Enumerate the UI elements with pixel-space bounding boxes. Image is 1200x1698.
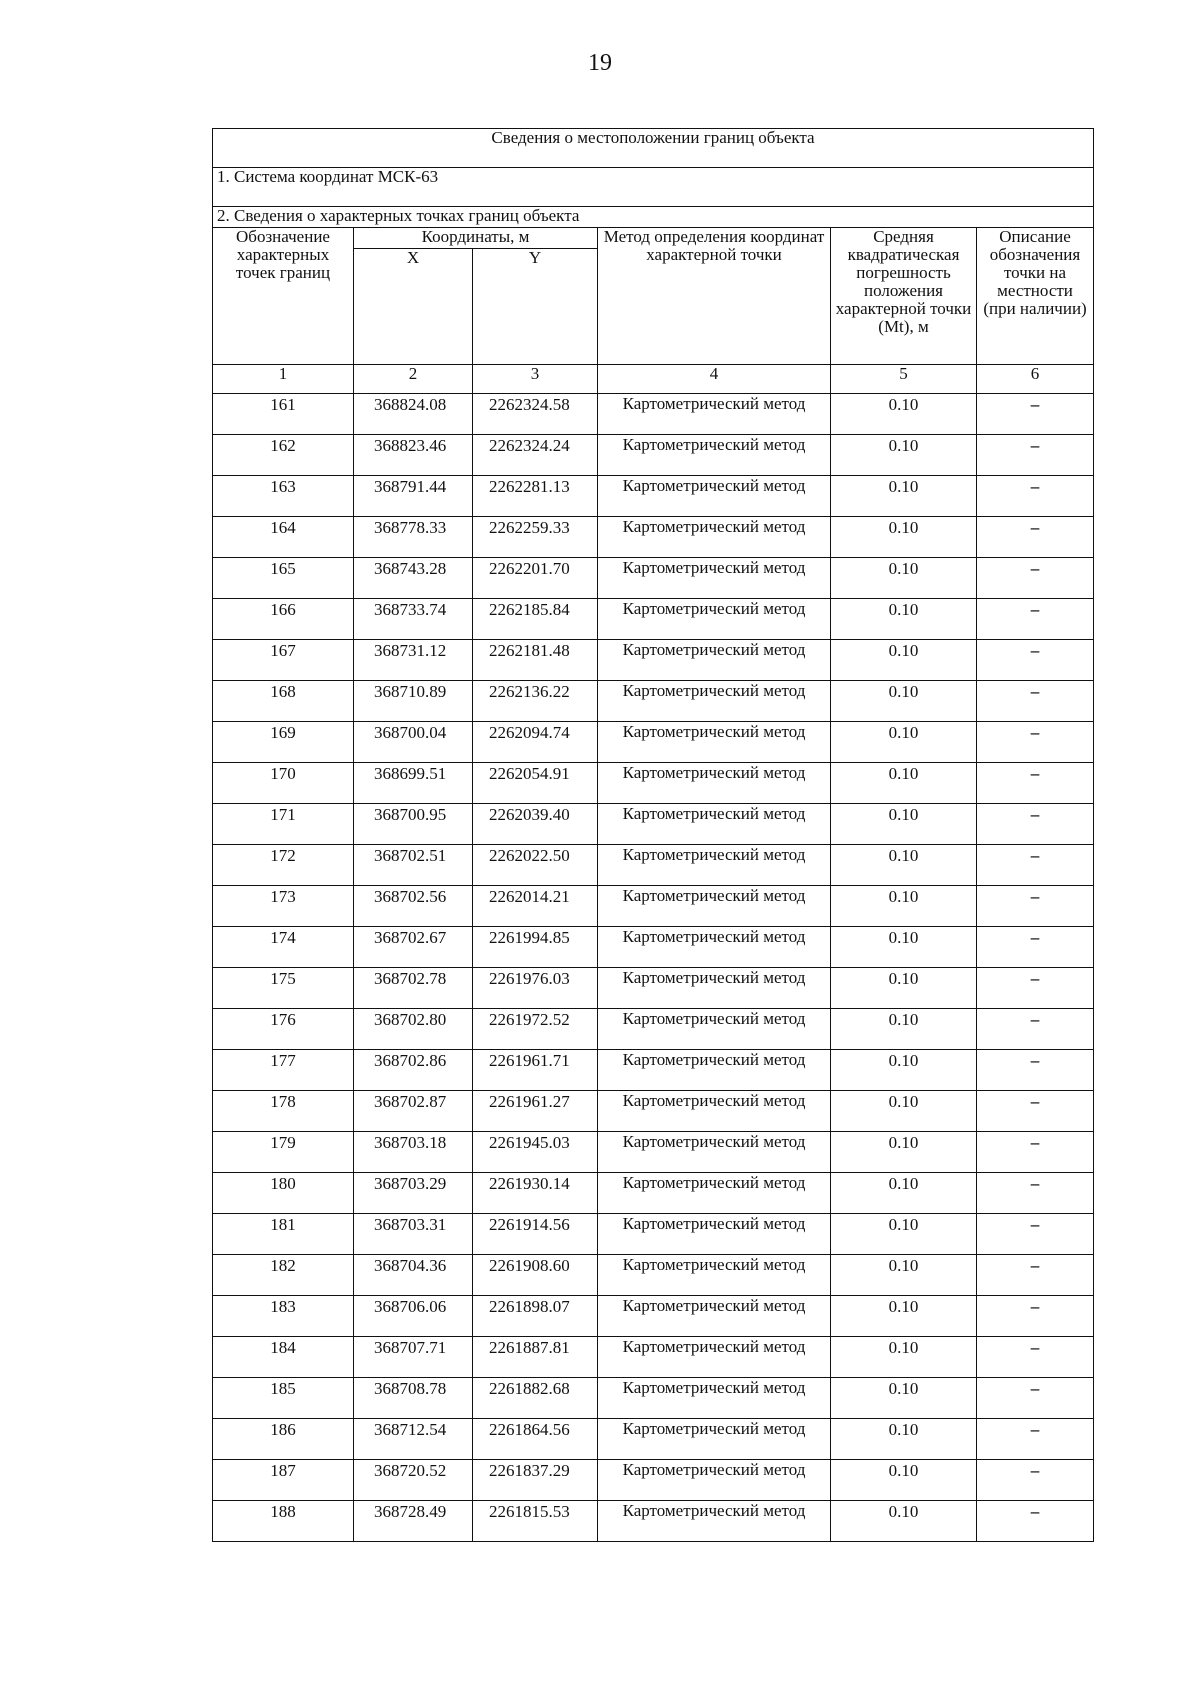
y-coordinate-cell: 2262281.13 — [473, 476, 598, 517]
point-cell: 162 — [213, 435, 354, 476]
coordinate-system-row — [213, 168, 1094, 207]
table-row — [213, 722, 1094, 763]
method-cell: Картометрический метод — [598, 640, 831, 681]
table-row — [213, 394, 1094, 435]
y-coordinate-cell: 2261864.56 — [473, 1419, 598, 1460]
error-cell: 0.10 — [831, 640, 977, 681]
x-coordinate-cell: 368733.74 — [354, 599, 473, 640]
point-cell: 180 — [213, 1173, 354, 1214]
table-row — [213, 1501, 1094, 1542]
point-cell: 184 — [213, 1337, 354, 1378]
header-x: X — [354, 249, 473, 365]
page-number: 19 — [588, 50, 612, 76]
x-coordinate-cell: 368778.33 — [354, 517, 473, 558]
table-row — [213, 1009, 1094, 1050]
error-cell: 0.10 — [831, 681, 977, 722]
method-cell: Картометрический метод — [598, 1132, 831, 1173]
table-row — [213, 681, 1094, 722]
point-cell: 165 — [213, 558, 354, 599]
column-numbers-row — [213, 365, 1094, 394]
y-coordinate-cell: 2262201.70 — [473, 558, 598, 599]
table-row — [213, 435, 1094, 476]
method-cell: Картометрический метод — [598, 1050, 831, 1091]
header-error: Средняя квадратическая погрешность положения характерной точки (Mt), м — [831, 228, 977, 365]
point-cell: 168 — [213, 681, 354, 722]
point-cell: 185 — [213, 1378, 354, 1419]
header-y: Y — [473, 249, 598, 365]
column-number: 5 — [831, 365, 977, 394]
point-cell: 169 — [213, 722, 354, 763]
error-cell: 0.10 — [831, 1337, 977, 1378]
description-cell: – — [977, 763, 1094, 804]
error-cell: 0.10 — [831, 845, 977, 886]
header-point-label: Обозначение характерных точек границ — [213, 228, 354, 365]
header-description: Описание обозначения точки на местности (при наличии) — [977, 228, 1094, 365]
error-cell: 0.10 — [831, 1255, 977, 1296]
point-cell: 177 — [213, 1050, 354, 1091]
y-coordinate-cell: 2261972.52 — [473, 1009, 598, 1050]
y-coordinate-cell: 2262185.84 — [473, 599, 598, 640]
header-coordinates: Координаты, м — [354, 228, 598, 249]
point-cell: 187 — [213, 1460, 354, 1501]
table-row — [213, 968, 1094, 1009]
x-coordinate-cell: 368708.78 — [354, 1378, 473, 1419]
y-coordinate-cell: 2261898.07 — [473, 1296, 598, 1337]
method-cell: Картометрический метод — [598, 722, 831, 763]
method-cell: Картометрический метод — [598, 1460, 831, 1501]
method-cell: Картометрический метод — [598, 1501, 831, 1542]
x-coordinate-cell: 368791.44 — [354, 476, 473, 517]
error-cell: 0.10 — [831, 804, 977, 845]
error-cell: 0.10 — [831, 476, 977, 517]
error-cell: 0.10 — [831, 927, 977, 968]
description-cell: – — [977, 1173, 1094, 1214]
description-cell: – — [977, 1296, 1094, 1337]
description-cell: – — [977, 1091, 1094, 1132]
y-coordinate-cell: 2261887.81 — [473, 1337, 598, 1378]
y-coordinate-cell: 2261882.68 — [473, 1378, 598, 1419]
error-cell: 0.10 — [831, 599, 977, 640]
table-row — [213, 1173, 1094, 1214]
header-row-top — [213, 228, 1094, 249]
point-cell: 179 — [213, 1132, 354, 1173]
method-cell: Картометрический метод — [598, 804, 831, 845]
description-cell: – — [977, 804, 1094, 845]
x-coordinate-cell: 368712.54 — [354, 1419, 473, 1460]
table-row — [213, 1214, 1094, 1255]
section-title-row — [213, 207, 1094, 228]
table-row — [213, 640, 1094, 681]
x-coordinate-cell: 368823.46 — [354, 435, 473, 476]
y-coordinate-cell: 2261914.56 — [473, 1214, 598, 1255]
x-coordinate-cell: 368703.18 — [354, 1132, 473, 1173]
x-coordinate-cell: 368702.86 — [354, 1050, 473, 1091]
table-body — [213, 394, 1094, 1542]
method-cell: Картометрический метод — [598, 927, 831, 968]
y-coordinate-cell: 2262259.33 — [473, 517, 598, 558]
table-row — [213, 845, 1094, 886]
point-cell: 176 — [213, 1009, 354, 1050]
y-coordinate-cell: 2261815.53 — [473, 1501, 598, 1542]
error-cell: 0.10 — [831, 1214, 977, 1255]
x-coordinate-cell: 368707.71 — [354, 1337, 473, 1378]
point-cell: 175 — [213, 968, 354, 1009]
table-row — [213, 1255, 1094, 1296]
x-coordinate-cell: 368824.08 — [354, 394, 473, 435]
method-cell: Картометрический метод — [598, 763, 831, 804]
description-cell: – — [977, 1132, 1094, 1173]
point-cell: 164 — [213, 517, 354, 558]
x-coordinate-cell: 368703.29 — [354, 1173, 473, 1214]
x-coordinate-cell: 368702.51 — [354, 845, 473, 886]
method-cell: Картометрический метод — [598, 845, 831, 886]
description-cell: – — [977, 968, 1094, 1009]
error-cell: 0.10 — [831, 1050, 977, 1091]
error-cell: 0.10 — [831, 1378, 977, 1419]
error-cell: 0.10 — [831, 1091, 977, 1132]
error-cell: 0.10 — [831, 1173, 977, 1214]
description-cell: – — [977, 476, 1094, 517]
x-coordinate-cell: 368702.87 — [354, 1091, 473, 1132]
description-cell: – — [977, 886, 1094, 927]
x-coordinate-cell: 368704.36 — [354, 1255, 473, 1296]
y-coordinate-cell: 2262054.91 — [473, 763, 598, 804]
y-coordinate-cell: 2262136.22 — [473, 681, 598, 722]
table-row — [213, 927, 1094, 968]
error-cell: 0.10 — [831, 1132, 977, 1173]
point-cell: 174 — [213, 927, 354, 968]
description-cell: – — [977, 1255, 1094, 1296]
column-number: 2 — [354, 365, 473, 394]
point-cell: 181 — [213, 1214, 354, 1255]
error-cell: 0.10 — [831, 435, 977, 476]
error-cell: 0.10 — [831, 1419, 977, 1460]
y-coordinate-cell: 2261976.03 — [473, 968, 598, 1009]
column-number: 1 — [213, 365, 354, 394]
error-cell: 0.10 — [831, 886, 977, 927]
table-row — [213, 1378, 1094, 1419]
point-cell: 172 — [213, 845, 354, 886]
error-cell: 0.10 — [831, 968, 977, 1009]
y-coordinate-cell: 2261994.85 — [473, 927, 598, 968]
error-cell: 0.10 — [831, 1296, 977, 1337]
description-cell: – — [977, 681, 1094, 722]
table-row — [213, 763, 1094, 804]
method-cell: Картометрический метод — [598, 1214, 831, 1255]
y-coordinate-cell: 2261961.27 — [473, 1091, 598, 1132]
point-cell: 161 — [213, 394, 354, 435]
description-cell: – — [977, 1419, 1094, 1460]
error-cell: 0.10 — [831, 394, 977, 435]
x-coordinate-cell: 368728.49 — [354, 1501, 473, 1542]
method-cell: Картометрический метод — [598, 1378, 831, 1419]
y-coordinate-cell: 2262039.40 — [473, 804, 598, 845]
point-cell: 188 — [213, 1501, 354, 1542]
table-row — [213, 804, 1094, 845]
description-cell: – — [977, 1378, 1094, 1419]
y-coordinate-cell: 2261908.60 — [473, 1255, 598, 1296]
point-cell: 183 — [213, 1296, 354, 1337]
x-coordinate-cell: 368731.12 — [354, 640, 473, 681]
point-cell: 173 — [213, 886, 354, 927]
error-cell: 0.10 — [831, 763, 977, 804]
x-coordinate-cell: 368720.52 — [354, 1460, 473, 1501]
point-cell: 163 — [213, 476, 354, 517]
x-coordinate-cell: 368702.67 — [354, 927, 473, 968]
y-coordinate-cell: 2261837.29 — [473, 1460, 598, 1501]
table-row — [213, 1132, 1094, 1173]
description-cell: – — [977, 599, 1094, 640]
table-title-row — [213, 129, 1094, 168]
section-title: 2. Сведения о характерных точках границ объекта — [213, 207, 1094, 228]
method-cell: Картометрический метод — [598, 1255, 831, 1296]
error-cell: 0.10 — [831, 558, 977, 599]
description-cell: – — [977, 394, 1094, 435]
x-coordinate-cell: 368699.51 — [354, 763, 473, 804]
x-coordinate-cell: 368700.95 — [354, 804, 473, 845]
method-cell: Картометрический метод — [598, 968, 831, 1009]
table-row — [213, 599, 1094, 640]
column-number: 3 — [473, 365, 598, 394]
description-cell: – — [977, 640, 1094, 681]
description-cell: – — [977, 722, 1094, 763]
method-cell: Картометрический метод — [598, 1091, 831, 1132]
point-cell: 178 — [213, 1091, 354, 1132]
table-row — [213, 1337, 1094, 1378]
description-cell: – — [977, 927, 1094, 968]
table-row — [213, 558, 1094, 599]
description-cell: – — [977, 1214, 1094, 1255]
method-cell: Картометрический метод — [598, 1337, 831, 1378]
description-cell: – — [977, 1460, 1094, 1501]
table-row — [213, 1050, 1094, 1091]
method-cell: Картометрический метод — [598, 476, 831, 517]
description-cell: – — [977, 845, 1094, 886]
x-coordinate-cell: 368700.04 — [354, 722, 473, 763]
method-cell: Картометрический метод — [598, 435, 831, 476]
method-cell: Картометрический метод — [598, 1419, 831, 1460]
point-cell: 170 — [213, 763, 354, 804]
description-cell: – — [977, 1337, 1094, 1378]
table-row — [213, 1296, 1094, 1337]
error-cell: 0.10 — [831, 1460, 977, 1501]
method-cell: Картометрический метод — [598, 599, 831, 640]
error-cell: 0.10 — [831, 1501, 977, 1542]
method-cell: Картометрический метод — [598, 1009, 831, 1050]
table-row — [213, 476, 1094, 517]
coordinate-system: 1. Система координат МСК-63 — [213, 168, 1094, 207]
method-cell: Картометрический метод — [598, 517, 831, 558]
column-number: 6 — [977, 365, 1094, 394]
method-cell: Картометрический метод — [598, 394, 831, 435]
description-cell: – — [977, 1501, 1094, 1542]
error-cell: 0.10 — [831, 722, 977, 763]
x-coordinate-cell: 368743.28 — [354, 558, 473, 599]
point-cell: 166 — [213, 599, 354, 640]
table-row — [213, 517, 1094, 558]
method-cell: Картометрический метод — [598, 681, 831, 722]
x-coordinate-cell: 368702.78 — [354, 968, 473, 1009]
table-row — [213, 1419, 1094, 1460]
table-title: Сведения о местоположении границ объекта — [213, 129, 1094, 168]
table-row — [213, 1091, 1094, 1132]
header-method: Метод определения координат характерной точки — [598, 228, 831, 365]
method-cell: Картометрический метод — [598, 558, 831, 599]
y-coordinate-cell: 2261930.14 — [473, 1173, 598, 1214]
description-cell: – — [977, 1050, 1094, 1091]
y-coordinate-cell: 2261961.71 — [473, 1050, 598, 1091]
x-coordinate-cell: 368703.31 — [354, 1214, 473, 1255]
description-cell: – — [977, 1009, 1094, 1050]
point-cell: 167 — [213, 640, 354, 681]
x-coordinate-cell: 368710.89 — [354, 681, 473, 722]
x-coordinate-cell: 368706.06 — [354, 1296, 473, 1337]
description-cell: – — [977, 435, 1094, 476]
y-coordinate-cell: 2262324.58 — [473, 394, 598, 435]
y-coordinate-cell: 2262324.24 — [473, 435, 598, 476]
x-coordinate-cell: 368702.80 — [354, 1009, 473, 1050]
point-cell: 186 — [213, 1419, 354, 1460]
y-coordinate-cell: 2261945.03 — [473, 1132, 598, 1173]
error-cell: 0.10 — [831, 517, 977, 558]
y-coordinate-cell: 2262022.50 — [473, 845, 598, 886]
description-cell: – — [977, 517, 1094, 558]
y-coordinate-cell: 2262014.21 — [473, 886, 598, 927]
boundary-points-table — [212, 128, 1094, 1542]
y-coordinate-cell: 2262094.74 — [473, 722, 598, 763]
table-row — [213, 886, 1094, 927]
method-cell: Картометрический метод — [598, 886, 831, 927]
y-coordinate-cell: 2262181.48 — [473, 640, 598, 681]
error-cell: 0.10 — [831, 1009, 977, 1050]
column-number: 4 — [598, 365, 831, 394]
point-cell: 171 — [213, 804, 354, 845]
description-cell: – — [977, 558, 1094, 599]
x-coordinate-cell: 368702.56 — [354, 886, 473, 927]
point-cell: 182 — [213, 1255, 354, 1296]
method-cell: Картометрический метод — [598, 1296, 831, 1337]
method-cell: Картометрический метод — [598, 1173, 831, 1214]
table-row — [213, 1460, 1094, 1501]
